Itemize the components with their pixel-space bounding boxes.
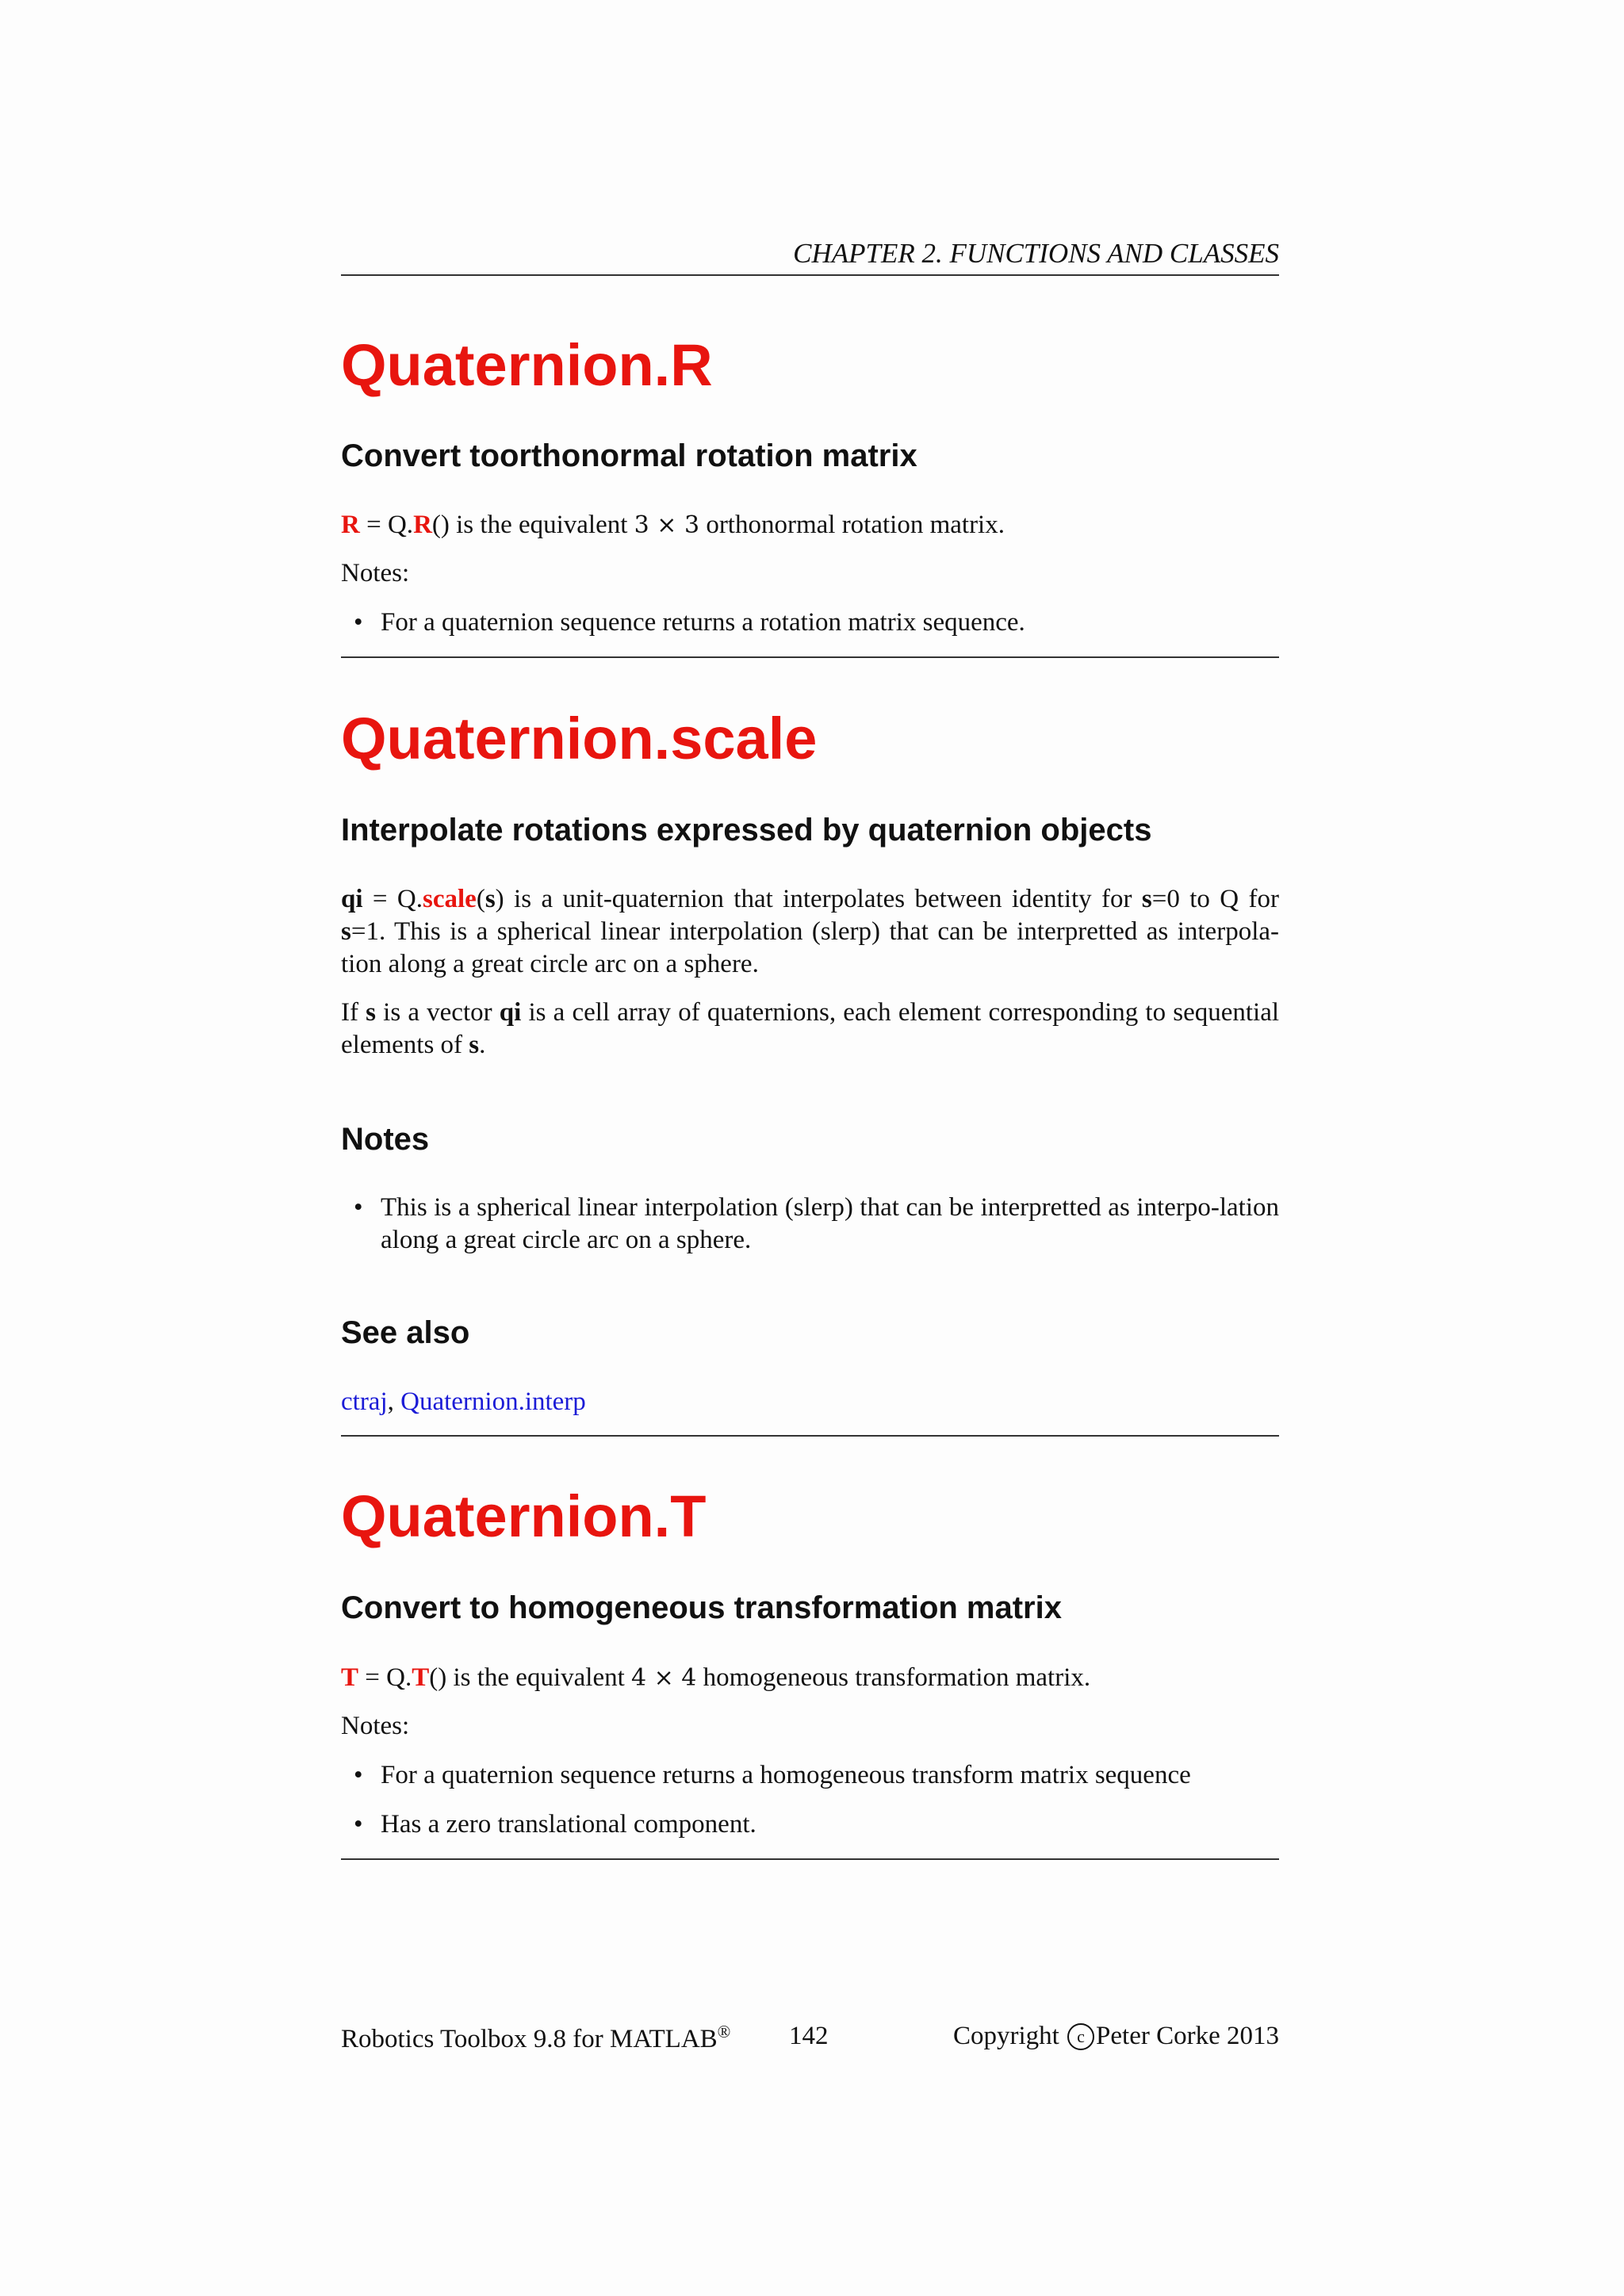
notes-label: Notes: [341,1712,410,1740]
desc-text: =0 to Q for [1151,885,1279,913]
copyright-label: Copyright [952,2022,1067,2050]
footer-title [341,2022,730,2054]
desc-text: . [479,1031,486,1059]
return-var: R [341,511,360,539]
param-s: s [366,998,376,1027]
method-name: scale [423,885,477,913]
object-ref: Q. [396,885,423,913]
footer-book-title: Robotics Toolbox 9.8 for MATLAB [341,2025,718,2053]
section-title-quaternion-scale: Quaternion.scale [341,706,818,771]
link-quaternion-interp[interactable]: Quaternion.interp [400,1387,586,1416]
page-number: 142 [789,2022,829,2050]
desc-text: is a cell array of quaternions, each element corresponding to sequential elements of [341,998,1280,1059]
see-also-links: ctraj, Quaternion.interp [341,1387,586,1416]
desc-text: is the equivalent [449,511,634,539]
registered-mark: ® [717,2022,731,2042]
description-quaternion-r: R = Q.R() is the equivalent 3 × 3 orthonormal rotation matrix. [341,511,1005,539]
param-s: s [469,1031,480,1059]
method-name: T [412,1663,430,1692]
note-item: • For a quaternion sequence returns a rotation matrix sequence. [381,607,1279,639]
description-quaternion-t: T = Q.T() is the equivalent 4 × 4 homogeneous transformation matrix. [341,1663,1091,1692]
return-var: qi [499,998,522,1027]
param-s: s [1141,885,1152,913]
matrix-dim: 4 × 4 [631,1664,697,1692]
copyright-symbol: c [1067,2023,1094,2050]
method-name: R [413,511,432,539]
copyright-holder: Peter Corke 2013 [1096,2022,1279,2050]
desc-text: is a vector [376,998,500,1027]
section-divider [341,1435,1279,1437]
arg-s: s [485,885,496,913]
description-quaternion-scale: qi = Q.scale(s) is a unit-quaternion that interpolates between identity for s=0 to Q for s=1. This is a spherical linear interpolation (slerp) that can be interpretted as interpola-tion along a great circle arc on a sphere. [341,885,1279,978]
note-item: • For a quaternion sequence returns a homogeneous transform matrix sequence [381,1759,1279,1792]
return-var: qi [341,885,363,913]
desc-tail: orthonormal rotation matrix. [699,511,1005,539]
return-var: T [341,1663,359,1692]
section-subtitle-quaternion-scale: Interpolate rotations expressed by quaternion objects [341,813,1152,848]
desc-tail: homogeneous transformation matrix. [696,1663,1091,1692]
call-parens: () [429,1663,447,1692]
desc-text: If [341,998,366,1027]
footer-copyright [953,2022,1279,2051]
section-title-quaternion-r: Quaternion.R [341,332,713,398]
desc-text: is a unit-quaternion that interpolates between identity for [504,885,1142,913]
section-title-quaternion-t: Quaternion.T [341,1483,707,1549]
matrix-dim: 3 × 3 [634,511,700,539]
description-vector-case [341,997,1279,1062]
object-ref: Q. [387,511,414,539]
note-item: • This is a spherical linear interpolation (slerp) that can be interpretted as interpo-lation along a great circle arc on a sphere. [381,1192,1279,1257]
desc-text: =1. This is a spherical linear interpolation (slerp) that can be interpretted as interpola-tion along a great circle arc on a sphere. [341,917,1279,978]
section-divider [341,656,1279,658]
section-subtitle-quaternion-r: Convert toorthonormal rotation matrix [341,438,917,473]
object-ref: Q. [386,1663,412,1692]
call-parens: () [431,511,450,539]
section-subtitle-quaternion-t: Convert to homogeneous transformation matrix [341,1590,1062,1625]
see-also-heading: See also [341,1315,470,1350]
param-s: s [341,917,351,946]
notes-heading: Notes [341,1122,430,1157]
notes-label: Notes: [341,559,410,587]
desc-text: is the equivalent [446,1663,632,1692]
section-divider [341,1858,1279,1860]
running-head: CHAPTER 2. FUNCTIONS AND CLASSES [341,238,1279,276]
link-ctraj[interactable]: ctraj [341,1387,388,1416]
note-item: • Has a zero translational component. [381,1808,1279,1841]
